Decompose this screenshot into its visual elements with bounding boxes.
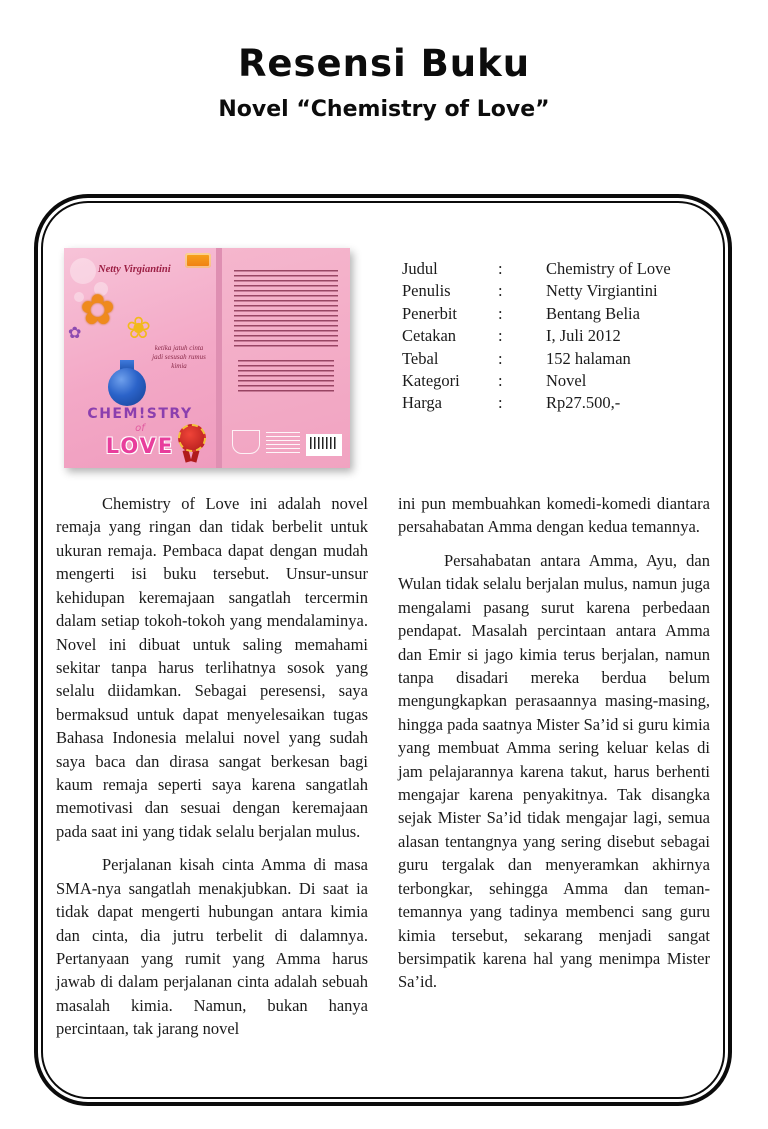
detail-value: Chemistry of Love (546, 259, 671, 278)
barcode (306, 434, 342, 456)
award-badge-icon (178, 424, 206, 452)
back-cover-text-block (234, 270, 338, 348)
detail-label: Penerbit (402, 303, 457, 323)
detail-label: Harga (402, 393, 443, 413)
cover-title-line2: of (135, 423, 145, 434)
detail-separator: : (498, 281, 503, 301)
cover-back (222, 248, 350, 468)
review-column-right (398, 492, 710, 1051)
cover-tagline: ketika jatuh cinta jadi sesusah rumus kimia (152, 344, 206, 370)
back-cover-info-lines (266, 432, 300, 456)
publisher-logo-icon (185, 253, 211, 268)
flower-icon: ❀ (126, 312, 152, 345)
detail-separator: : (498, 259, 503, 278)
detail-row (402, 325, 704, 347)
review-body (54, 492, 712, 1051)
flower-icon: ✿ (80, 288, 116, 334)
cover-title-line3: LOVE (105, 434, 175, 458)
review-frame (34, 194, 732, 1106)
book-details-table (402, 258, 704, 415)
detail-separator: : (498, 348, 503, 368)
detail-row (402, 392, 704, 414)
detail-row (402, 348, 704, 370)
paragraph: Perjalanan kisah cinta Amma di masa SMA-nya sangatlah menakjubkan. Di saat ia tidak dapat mengerti hubungan antara kimia dan cinta, dia jutru terbelit di dalamnya. Pertanyaan yang rumit yang Amma harus jawab di dalam perjalanan cinta adalah sebuah masalah kimia. Namun, bukan hanya percintaan, tak jarang novel (56, 855, 368, 1039)
flask-doodle-icon (232, 430, 260, 454)
flower-icon: ✿ (68, 325, 82, 342)
detail-value: Novel (546, 371, 587, 391)
detail-separator: : (498, 371, 503, 391)
detail-label: Cetakan (402, 326, 457, 346)
page-title: Resensi Buku (237, 42, 531, 85)
cover-front (64, 248, 216, 468)
detail-row (402, 370, 704, 392)
paragraph: Persahabatan antara Amma, Ayu, dan Wulan tidak selalu berjalan mulus, namun juga mengalami pasang surut karena perbedaan pendapat. Masalah percintaan antara Amma dan Emir si jago kimia terus berjalan, namun tanpa disadari mereka berdua belum mengungkapkan perasaannya masing-masing, hingga pada saatnya Mister Sa’id si guru kimia yang membuat Amma sering keluar kelas di jam pelajarannya karena takut, harus berhenti mengajar karena penyakitnya. Tak disangka sejak Mister Sa’id tidak mengajar lagi, semua alasan tentangnya yang sering disebut sebagai guru tergalak dan menyeramkan akhirnya terbongkar, sehingga Amma dan teman-temannya yang tadinya membenci sang guru kimia tersebut, sekarang menjadi sangat bersimpatik karena hal yang menimpa Mister Sa’id. (398, 550, 710, 992)
book-cover-image (64, 248, 350, 468)
page-subtitle: Novel “Chemistry of Love” (218, 97, 550, 122)
cover-title-line1: CHEM!STRY (87, 406, 193, 422)
detail-value: Rp27.500,- (546, 393, 621, 413)
paragraph: Chemistry of Love ini adalah novel remaja yang ringan dan tidak berbelit untuk ukuran remaja. Pembaca dapat dengan mudah mengerti isi buku tersebut. Unsur-unsur kehidupan keremajaan sangatlah tercermin dalam setiap tokoh-tokoh yang mendalaminya. Novel ini dibuat untuk saling memahami sekitar tanpa harus terlihatnya sosok yang selalu diidamkan. Sebagai peresensi, saya bermaksud untuk dapat menyelesaikan tugas Bahasa Indonesia melalui novel yang sudah saya baca dan dirasa sangat berkesan bagi kaum remaja seperti saya karena sangatlah memotivasi dan sesuai dengan keremajaan pada saat ini yang tidak selalu berjalan mulus. (56, 494, 368, 841)
paragraph: ini pun membuahkan komedi-komedi diantara persahabatan Amma dengan kedua temannya. (398, 494, 710, 537)
detail-value: 152 halaman (546, 348, 631, 368)
detail-label: Kategori (402, 371, 460, 391)
detail-separator: : (498, 326, 503, 346)
detail-value: Netty Virgiantini (546, 281, 658, 301)
detail-separator: : (498, 393, 503, 413)
review-column-left (56, 492, 368, 1051)
top-row (54, 248, 712, 468)
flask-vase (108, 368, 146, 406)
detail-row (402, 280, 704, 302)
detail-row (402, 303, 704, 325)
bubble-decoration (70, 258, 96, 284)
detail-label: Penulis (402, 281, 451, 301)
detail-label: Judul (402, 259, 438, 278)
detail-value: I, Juli 2012 (546, 326, 621, 346)
cover-author: Netty Virgiantini (98, 264, 171, 275)
frame-content (38, 198, 728, 1102)
back-cover-text-block (238, 360, 334, 394)
detail-label: Tebal (402, 348, 439, 368)
detail-separator: : (498, 303, 503, 323)
detail-value: Bentang Belia (546, 303, 640, 323)
detail-row (402, 258, 704, 280)
